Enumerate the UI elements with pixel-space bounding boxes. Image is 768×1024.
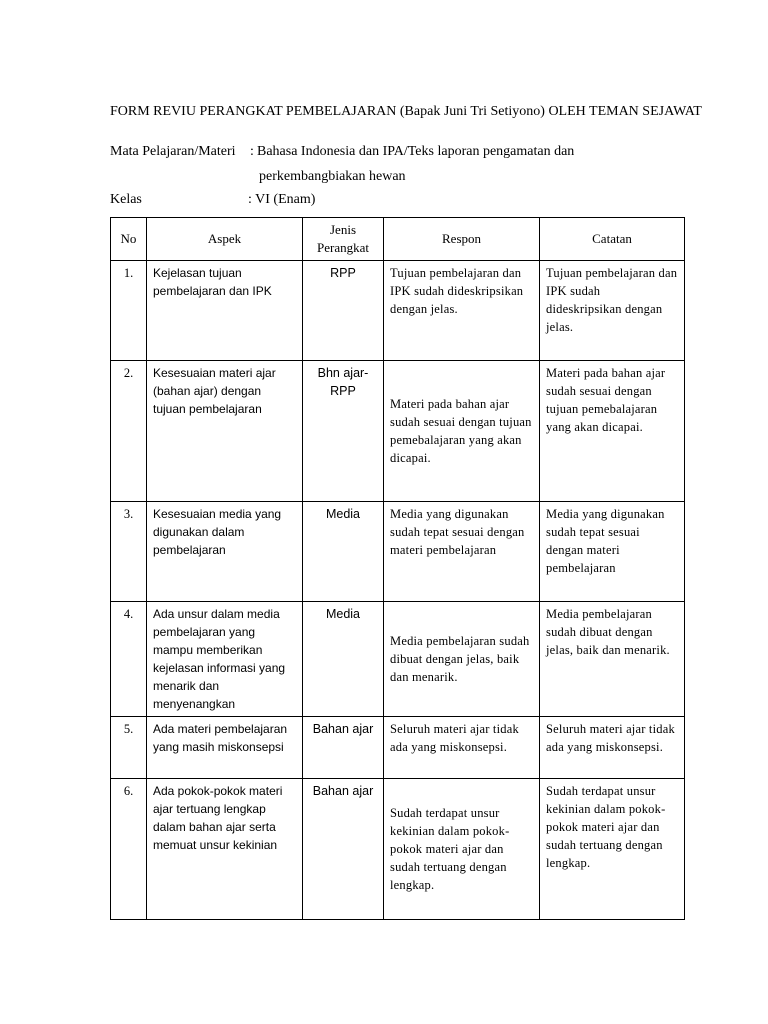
table-header-row: [111, 218, 685, 261]
subject-separator: :: [250, 144, 254, 159]
row-aspek: Ada pokok-pokok materi ajar tertuang lengkap dalam bahan ajar serta memuat unsur kekinian: [147, 779, 303, 920]
row-respon: Tujuan pembelajaran dan IPK sudah dideskripsikan dengan jelas.: [384, 261, 540, 361]
table-row: [111, 502, 685, 602]
row-aspek: Ada unsur dalam media pembelajaran yang mampu memberikan kejelasan informasi yang menarik dan menyenangkan: [147, 602, 303, 717]
row-no: 2.: [111, 361, 147, 502]
table-row: [111, 717, 685, 779]
row-aspek: Kejelasan tujuan pembelajaran dan IPK: [147, 261, 303, 361]
subject-label: Mata Pelajaran/Materi: [110, 144, 236, 159]
row-catatan: Materi pada bahan ajar sudah sesuai dengan tujuan pemebalajaran yang akan dicapai.: [540, 361, 685, 502]
subject-value-line2: perkembangbiakan hewan: [259, 169, 406, 184]
header-no: No: [111, 218, 147, 261]
subject-value-line1: Bahasa Indonesia dan IPA/Teks laporan pengamatan dan: [257, 144, 575, 159]
row-catatan: Seluruh materi ajar tidak ada yang miskonsepsi.: [540, 717, 685, 779]
table-row: [111, 261, 685, 361]
table-row: [111, 779, 685, 920]
row-no: 5.: [111, 717, 147, 779]
row-jenis: Media: [303, 602, 384, 717]
row-jenis: Bhn ajar-RPP: [303, 361, 384, 502]
row-aspek: Ada materi pembelajaran yang masih miskonsepsi: [147, 717, 303, 779]
row-respon: Media pembelajaran sudah dibuat dengan jelas, baik dan menarik.: [384, 602, 540, 717]
row-catatan: Sudah terdapat unsur kekinian dalam pokok-pokok materi ajar dan sudah tertuang dengan lengkap.: [540, 779, 685, 920]
row-no: 3.: [111, 502, 147, 602]
header-respon: Respon: [384, 218, 540, 261]
row-respon: Media yang digunakan sudah tepat sesuai dengan materi pembelajaran: [384, 502, 540, 602]
header-catatan: Catatan: [540, 218, 685, 261]
row-respon: Seluruh materi ajar tidak ada yang miskonsepsi.: [384, 717, 540, 779]
row-catatan: Media pembelajaran sudah dibuat dengan jelas, baik dan menarik.: [540, 602, 685, 717]
row-no: 6.: [111, 779, 147, 920]
row-no: 1.: [111, 261, 147, 361]
row-catatan: Tujuan pembelajaran dan IPK sudah dideskripsikan dengan jelas.: [540, 261, 685, 361]
class-row: [110, 192, 510, 212]
header-jenis: Jenis Perangkat: [303, 218, 384, 261]
table-row: [111, 602, 685, 717]
row-jenis: Media: [303, 502, 384, 602]
class-value: : VI (Enam): [248, 192, 316, 207]
review-table: [110, 217, 685, 920]
row-no: 4.: [111, 602, 147, 717]
row-respon: Materi pada bahan ajar sudah sesuai dengan tujuan pemebalajaran yang akan dicapai.: [384, 361, 540, 502]
header-aspek: Aspek: [147, 218, 303, 261]
class-label: Kelas: [110, 192, 142, 207]
row-jenis: RPP: [303, 261, 384, 361]
row-jenis: Bahan ajar: [303, 717, 384, 779]
row-jenis: Bahan ajar: [303, 779, 384, 920]
table-row: [111, 361, 685, 502]
row-respon: Sudah terdapat unsur kekinian dalam pokok-pokok materi ajar dan sudah tertuang dengan lengkap.: [384, 779, 540, 920]
form-title: FORM REVIU PERANGKAT PEMBELAJARAN (Bapak Juni Tri Setiyono) OLEH TEMAN SEJAWAT: [110, 104, 702, 119]
subject-row: [110, 144, 710, 184]
row-aspek: Kesesuaian media yang digunakan dalam pembelajaran: [147, 502, 303, 602]
row-catatan: Media yang digunakan sudah tepat sesuai dengan materi pembelajaran: [540, 502, 685, 602]
row-aspek: Kesesuaian materi ajar (bahan ajar) dengan tujuan pembelajaran: [147, 361, 303, 502]
